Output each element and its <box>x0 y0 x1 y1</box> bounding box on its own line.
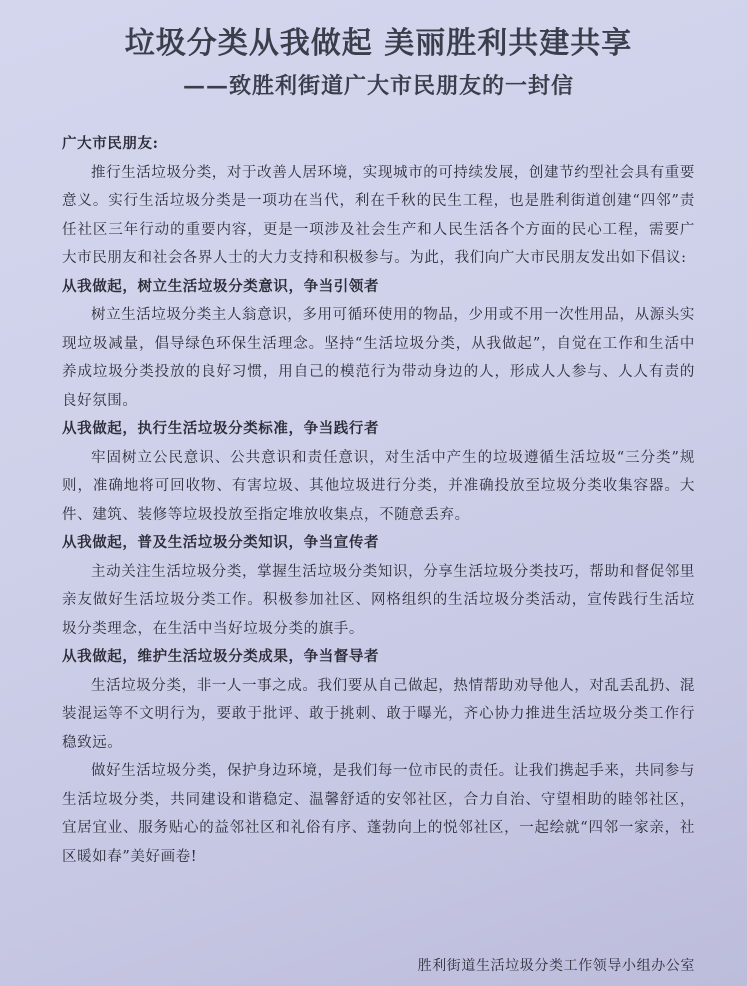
closing-paragraph: 做好生活垃圾分类，保护身边环境，是我们每一位市民的责任。让我们携起手来，共同参与生活垃圾分类，共同建设和谐稳定、温馨舒适的安邻社区，合力自治、守望相助的睦邻社区，宜居宜业、服务贴心的益邻社区和礼俗有序、蓬勃向上的悦邻社区，一起绘就“四邻一家亲，社区暖如春”美好画卷! <box>62 763 695 865</box>
signature: 胜利街道生活垃圾分类工作领导小组办公室 <box>417 958 695 974</box>
section-heading-supervisor: 从我做起，维护生活垃圾分类成果，争当督导者 <box>62 648 380 665</box>
section-text-practitioner: 牢固树立公民意识、公共意识和责任意识，对生活中产生的垃圾遵循生活垃圾“三分类”规则，准确地将可回收物、有害垃圾、其他垃圾进行分类，并准确投放至垃圾分类收集容器。大件、建筑、装修等垃圾投放至指定堆放收集点，不随意丢弃。 <box>62 449 695 523</box>
section-text-propagandist: 主动关注生活垃圾分类，掌握生活垃圾分类知识，分享生活垃圾分类技巧，帮助和督促邻里亲友做好生活垃圾分类工作。积极参加社区、网格组织的生活垃圾分类活动，宣传践行生活垃圾分类理念，在生活中当好垃圾分类的旗手。 <box>62 563 695 637</box>
section-heading-propagandist: 从我做起，普及生活垃圾分类知识，争当宣传者 <box>62 534 380 551</box>
section-text-supervisor: 生活垃圾分类，非一人一事之成。我们要从自己做起，热情帮助劝导他人，对乱丢乱扔、混装混运等不文明行为，要敢于批评、敢于挑刺、敢于曝光，齐心协力推进生活垃圾分类工作行稳致远。 <box>62 677 695 751</box>
letter-title: 垃圾分类从我做起 美丽胜利共建共享 <box>124 26 633 61</box>
letter-body <box>62 130 695 871</box>
section-text-leader: 树立生活垃圾分类主人翁意识，多用可循环使用的物品，少用或不用一次性用品，从源头实现垃圾减量，倡导绿色环保生活理念。坚持“生活垃圾分类，从我做起”，自觉在工作和生活中养成垃圾分类投放的良好习惯，用自己的模范行为带动身边的人，形成人人参与、人人有责的良好氛围。 <box>62 307 695 409</box>
letter-subtitle: ——致胜利街道广大市民朋友的一封信 <box>182 73 574 99</box>
section-heading-practitioner: 从我做起，执行生活垃圾分类标准，争当践行者 <box>62 420 380 437</box>
salutation: 广大市民朋友: <box>62 135 159 152</box>
section-heading-leader: 从我做起，树立生活垃圾分类意识，争当引领者 <box>62 277 380 295</box>
intro-paragraph: 推行生活垃圾分类，对于改善人居环境，实现城市的可持续发展，创建节约型社会具有重要意义。实行生活垃圾分类是一项功在当代，利在千秋的民生工程，也是胜利街道创建“四邻”责任社区三年行动的重要内容，更是一项涉及社会生产和人民生活各个方面的民心工程，需要广大市民朋友和社会各界人士的大力支持和积极参与。为此，我们向广大市民朋友发出如下倡议: <box>62 164 695 266</box>
